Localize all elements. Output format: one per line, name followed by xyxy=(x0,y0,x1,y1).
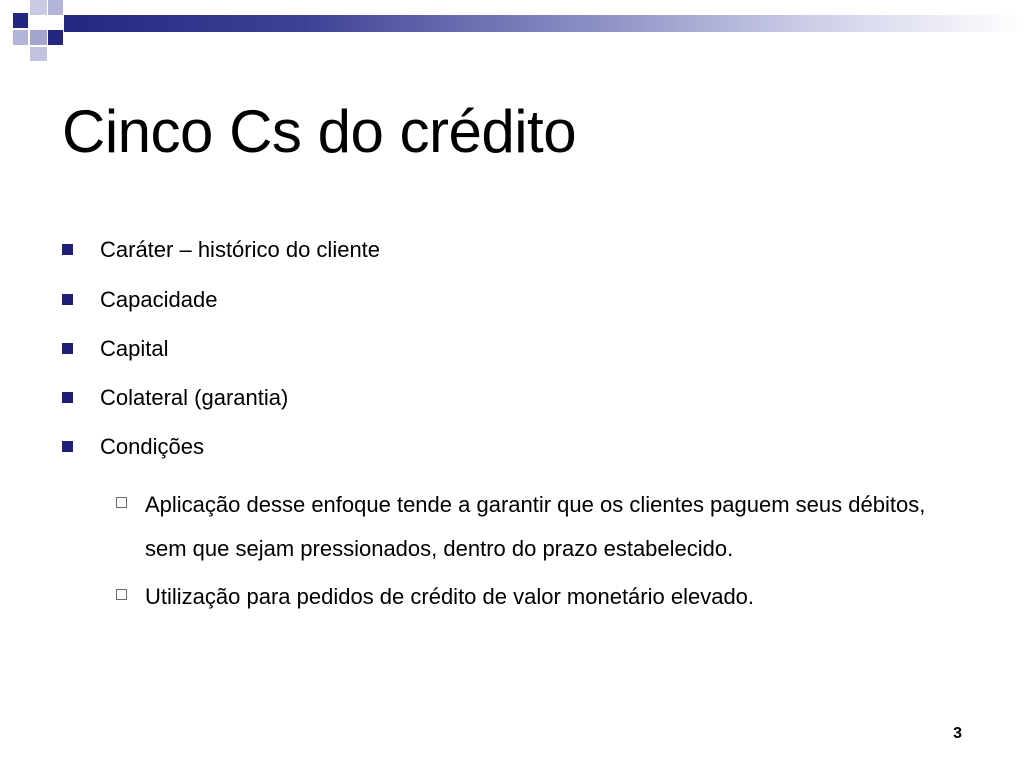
sub-bullet-text: Utilização para pedidos de crédito de valor monetário elevado. xyxy=(145,584,755,609)
decor-square-light xyxy=(30,30,47,45)
square-bullet-icon xyxy=(62,441,73,452)
bullet-text: Colateral (garantia) xyxy=(100,385,289,410)
header-gradient-bar xyxy=(64,15,1024,32)
sub-bullet-text: Aplicação desse enfoque tende a garantir que os clientes paguem seus débitos, sem que sejam pressionados, dentro do prazo estabelecido. xyxy=(145,492,926,561)
sub-bullet-item xyxy=(116,582,976,626)
decor-square-dark xyxy=(48,30,63,45)
bullet-text: Condições xyxy=(100,434,204,459)
hollow-square-bullet-icon xyxy=(116,497,127,508)
decor-square-light xyxy=(30,0,47,15)
sub-bullet-item xyxy=(116,490,976,578)
bullet-text: Capacidade xyxy=(100,287,218,312)
square-bullet-icon xyxy=(62,244,73,255)
bullet-text: Capital xyxy=(100,336,169,361)
decor-square-light xyxy=(13,30,28,45)
square-bullet-icon xyxy=(62,294,73,305)
square-bullet-icon xyxy=(62,343,73,354)
corner-decoration xyxy=(0,0,80,64)
bullet-text: Caráter – histórico do cliente xyxy=(100,237,381,262)
slide-title: Cinco Cs do crédito xyxy=(62,98,577,165)
square-bullet-icon xyxy=(62,392,73,403)
decor-square-light xyxy=(48,0,63,15)
page-number: 3 xyxy=(953,725,962,742)
hollow-square-bullet-icon xyxy=(116,589,127,600)
decor-square-dark xyxy=(13,13,28,28)
decor-square-light xyxy=(30,47,47,61)
